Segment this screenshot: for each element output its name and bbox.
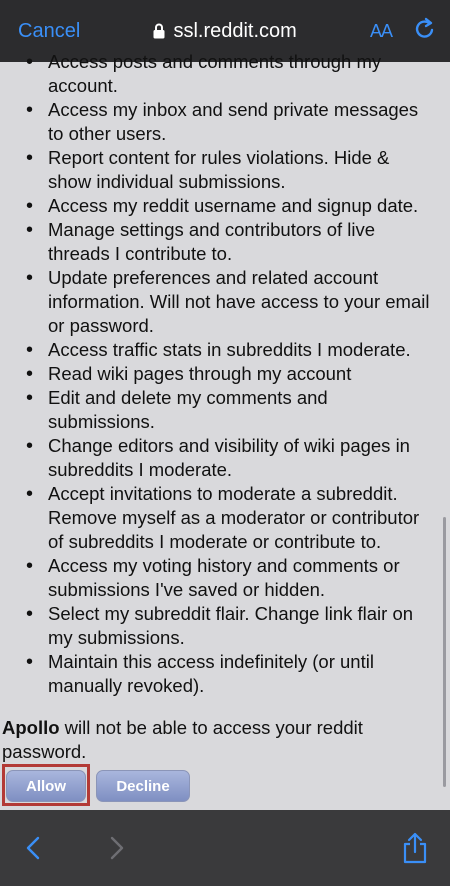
list-item: • Manage settings and contributors of live threads I contribute to.: [0, 218, 450, 266]
forward-icon[interactable]: [110, 836, 124, 860]
allow-highlight-box: [2, 764, 90, 806]
list-item: • Access traffic stats in subreddits I moderate.: [0, 338, 450, 362]
back-icon[interactable]: [26, 836, 40, 860]
list-item: • Access my inbox and send private messages to other users.: [0, 98, 450, 146]
decline-button[interactable]: Decline: [96, 770, 190, 802]
permission-list: [0, 50, 450, 698]
list-item: • Select my subreddit flair. Change link flair on my submissions.: [0, 602, 450, 650]
list-item: • Access posts and comments through my account.: [0, 50, 450, 98]
note-text: will not be able to access your reddit password.: [2, 717, 363, 762]
list-item: • Accept invitations to moderate a subreddit. Remove myself as a moderator or contributor of subreddits I moderate or contribute to.: [0, 482, 450, 554]
list-item: • Access my voting history and comments or submissions I've saved or hidden.: [0, 554, 450, 602]
url-text: ssl.reddit.com: [173, 19, 297, 42]
list-item: • Read wiki pages through my account: [0, 362, 450, 386]
scrollbar[interactable]: [443, 517, 446, 787]
cancel-button[interactable]: Cancel: [18, 19, 81, 42]
oauth-consent-page: [0, 51, 450, 810]
allow-button[interactable]: Allow: [6, 770, 86, 802]
share-icon[interactable]: [402, 832, 428, 864]
password-note: [2, 716, 442, 764]
list-item: • Update preferences and related account information. Will not have access to your email or password.: [0, 266, 450, 338]
text-size-button[interactable]: AA: [369, 20, 392, 41]
lock-icon: [153, 23, 165, 39]
list-item: • Maintain this access indefinitely (or until manually revoked).: [0, 650, 450, 698]
list-item: • Report content for rules violations. Hide & show individual submissions.: [0, 146, 450, 194]
list-item: • Change editors and visibility of wiki pages in subreddits I moderate.: [0, 434, 450, 482]
list-item: • Edit and delete my comments and submissions.: [0, 386, 450, 434]
list-item: • Access my reddit username and signup date.: [0, 194, 450, 218]
app-name: Apollo: [2, 717, 60, 738]
reload-icon[interactable]: [414, 17, 436, 46]
address-bar[interactable]: [153, 20, 296, 43]
browser-bottom-bar: [0, 810, 450, 886]
